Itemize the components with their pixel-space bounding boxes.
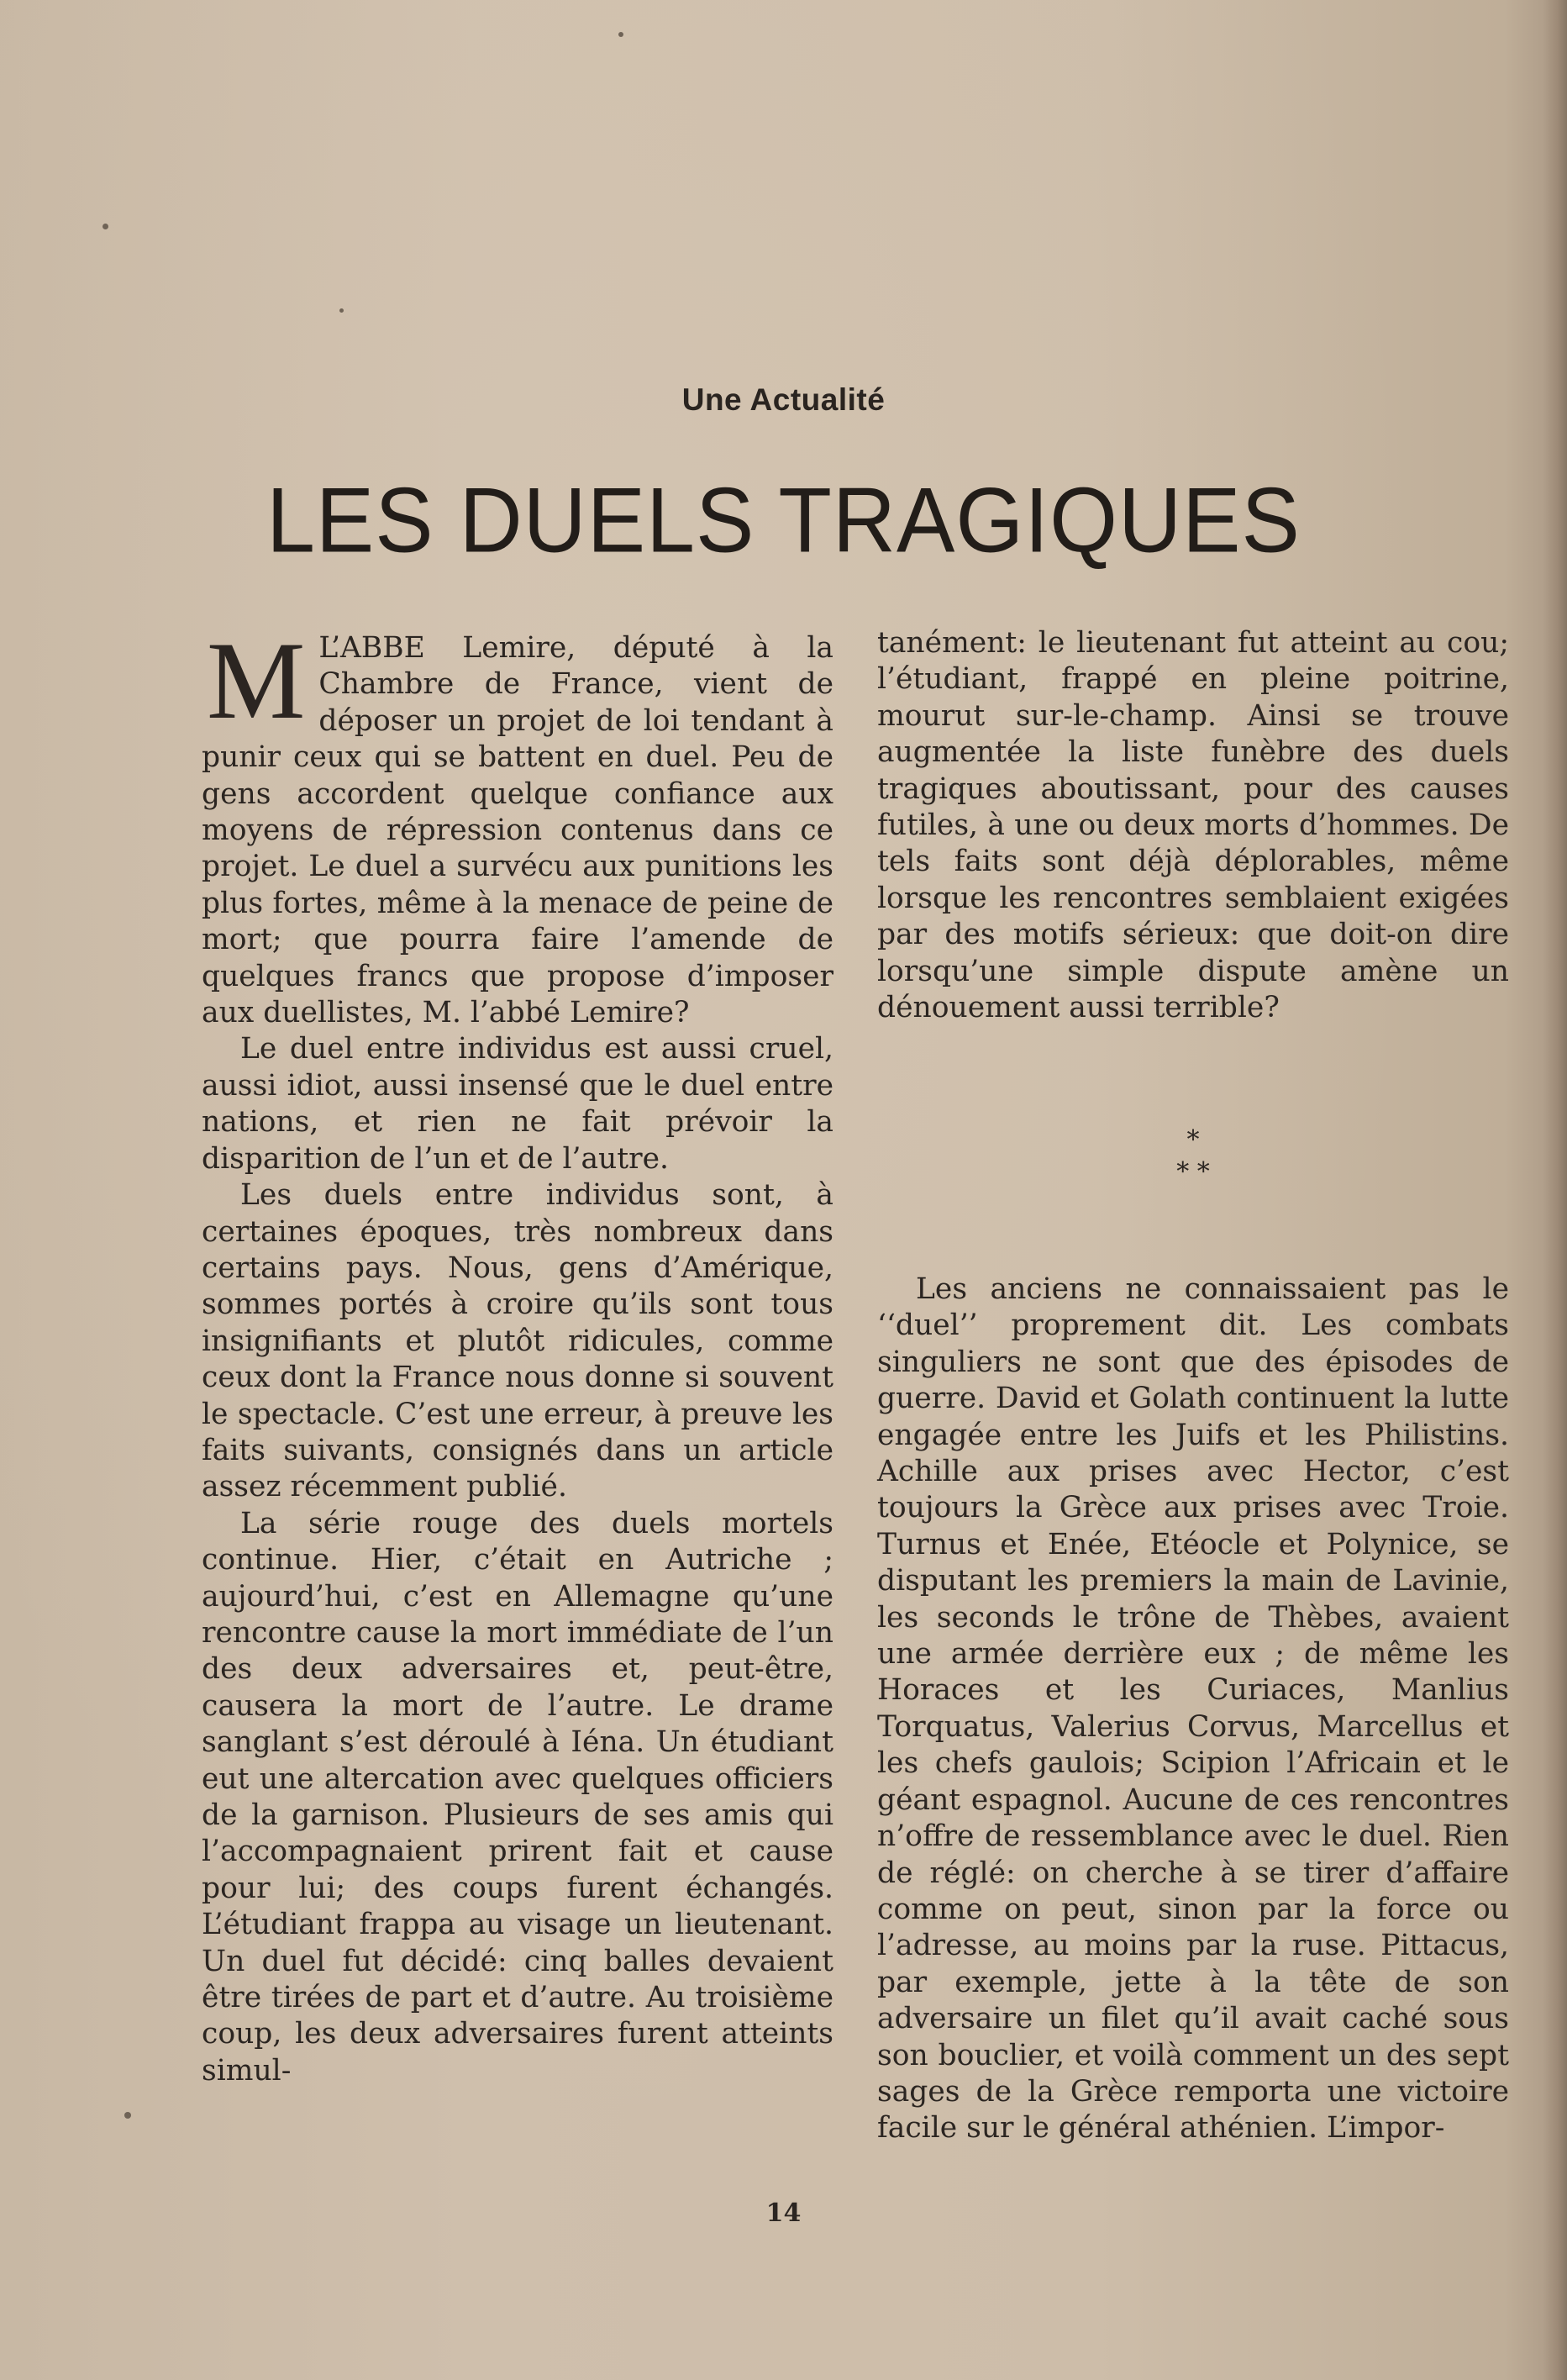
paragraph-1-text: L’ABBE Lemire, député à la Chambre de France, vient de déposer un projet de loi tendant à punir ceux qui se battent en duel. Peu de gens accordent quelque confiance aux moyens de répression contenus dans ce projet. Le duel a survécu aux punitions les plus fortes, même à la menace de peine de mort; que pourra faire l’amende de quelques francs que propose d’imposer aux duellistes, M. l’abbé Lemire? xyxy=(202,631,833,1030)
paragraph-2: Le duel entre individus est aussi cruel, aussi idiot, aussi insensé que le duel entre nations, et rien ne fait prévoir la disparition de l’un et de l’autre. xyxy=(202,1032,833,1176)
paper-speck xyxy=(339,308,344,313)
paper-speck xyxy=(618,32,623,37)
page-number: 14 xyxy=(765,2198,802,2228)
drop-cap: M xyxy=(207,619,306,742)
article-kicker: Une Actualité xyxy=(681,382,886,417)
article-title: LES DUELS TRAGIQUES xyxy=(266,470,1301,572)
paragraph-3: Les duels entre individus sont, à certaines époques, très nombreux dans certains pays. Nous, gens d’Amérique, sommes portés à croire qu’ils sont tous insignifiants et plutôt ridicules, comme ceux dont la France nous donne si souvent le spectacle. C’est une erreur, à preuve les faits suivants, consignés dans un article assez récemment publié. xyxy=(202,1178,833,1504)
page-edge-shadow xyxy=(1543,0,1567,2380)
separator-stars-bottom: * * xyxy=(1176,1157,1210,1187)
section-separator xyxy=(877,1124,1509,1188)
right-column-top xyxy=(877,625,1509,1026)
separator-star-top: * xyxy=(1186,1125,1200,1155)
paragraph-4: La série rouge des duels mortels continue. Hier, c’était en Autriche ; aujourd’hui, c’est en Allemagne qu’une rencontre cause la mort immédiate de l’un des deux adversaires et, peut-être, causera la mort de l’autre. Le drame sanglant s’est déroulé à Iéna. Un étudiant eut une altercation avec quelques officiers de la garnison. Plusieurs de ses amis qui l’accompagnaient prirent fait et cause pour lui; des coups furent échangés. L’étudiant frappa au visage un lieutenant. Un duel fut décidé: cinq balles devaient être tirées de part et d’autre. Au troisième coup, les deux adversaires furent atteints simul- xyxy=(202,1506,833,2088)
paragraph-6: Les anciens ne connaissaient pas le ‘‘duel’’ proprement dit. Les combats singuliers ne sont que des épisodes de guerre. David et Golath continuent la lutte engagée entre les Juifs et les Philistins. Achille aux prises avec Hector, c’est toujours la Grèce aux prises avec Troie. Turnus et Enée, Etéocle et Polynice, se disputant les premiers la main de Lavinie, les seconds le trône de Thèbes, avaient une armée derrière eux ; de même les Horaces et les Curiaces, Manlius Torquatus, Valerius Corvus, Marcellus et les chefs gaulois; Scipion l’Africain et le géant espagnol. Aucune de ces rencontres n’offre de ressemblance avec le duel. Rien de réglé: on cherche à se tirer d’affaire comme on peut, sinon par la force ou l’adresse, au moins par la ruse. Pittacus, par exemple, jette à la tête de son adversaire un filet qu’il avait caché sous son bouclier, et voilà comment un des sept sages de la Grèce remporta une victoire facile sur le général athénien. L’impor- xyxy=(877,1272,1509,2146)
right-column-bottom xyxy=(877,1272,1509,2147)
paper-speck xyxy=(103,224,108,229)
paper-speck xyxy=(124,2112,131,2119)
left-column xyxy=(202,619,833,2089)
paragraph-1 xyxy=(202,619,833,1031)
paragraph-5: tanément: le lieutenant fut atteint au cou; l’étudiant, frappé en pleine poitrine, mourut sur-le-champ. Ainsi se trouve augmentée la liste funèbre des duels tragiques aboutissant, pour des causes futiles, à une ou deux morts d’hommes. De tels faits sont déjà déplorables, même lorsque les rencontres semblaient exigées par des motifs sérieux: que doit-on dire lorsqu’une simple dispute amène un dénouement aussi terrible? xyxy=(877,626,1509,1025)
